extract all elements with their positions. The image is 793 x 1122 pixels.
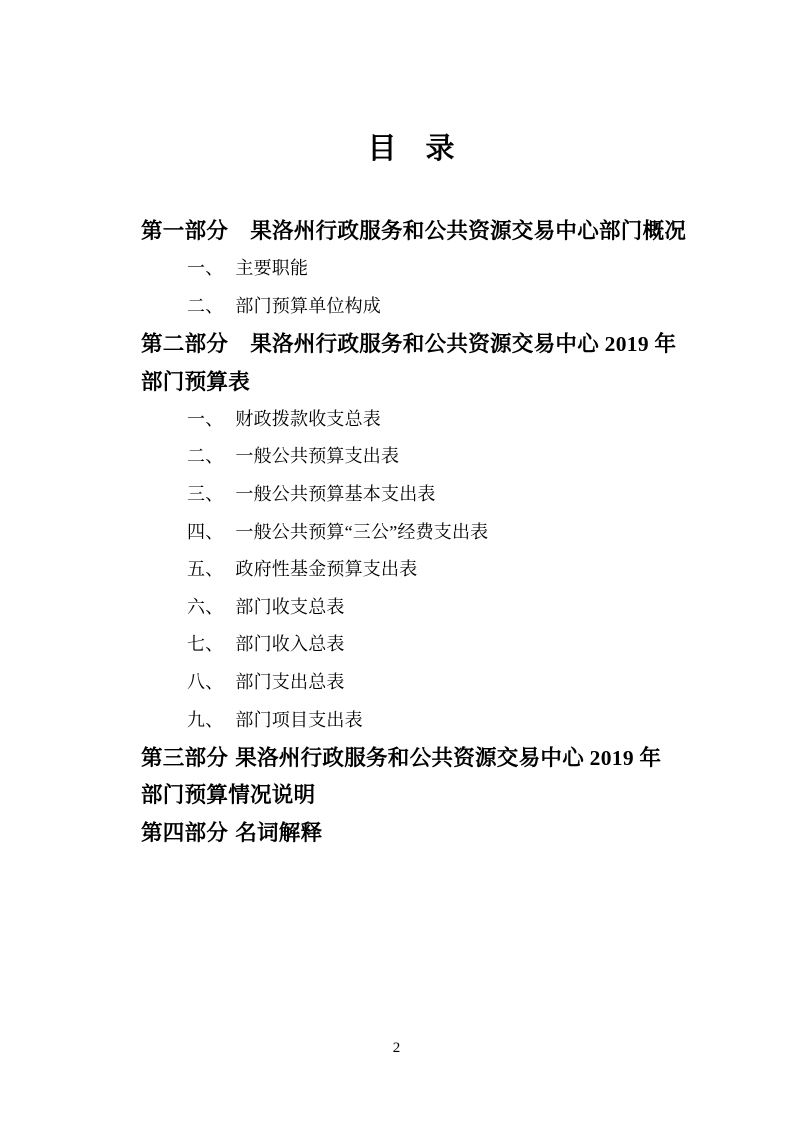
toc-line-text: 果洛州行政服务和公共资源交易中心 2019 年 (250, 332, 677, 357)
toc-item-number: 五、 (187, 559, 224, 580)
toc-line-text: 一般公共预算支出表 (235, 446, 400, 467)
toc-item-line (141, 474, 741, 512)
toc-item-line (141, 587, 741, 625)
toc-item-line (141, 286, 741, 324)
toc-item-line (141, 549, 741, 587)
toc-item-line (141, 512, 741, 550)
toc-item-line (141, 399, 741, 437)
toc-section-line (141, 324, 741, 362)
toc-item-number: 四、 (187, 521, 224, 542)
toc-line-text: 部门项目支出表 (235, 709, 363, 730)
toc-item-line (141, 249, 741, 287)
toc-line-text: 一般公共预算基本支出表 (235, 483, 436, 504)
toc-item-number: 九、 (187, 709, 224, 730)
toc-section-number: 第一部分 (141, 219, 229, 244)
toc-item-number: 一、 (187, 408, 224, 429)
page-number: 2 (392, 1040, 401, 1056)
toc-section-continuation-line (141, 361, 741, 399)
toc-section-continuation-line (141, 775, 741, 813)
toc-section-line (141, 737, 741, 775)
toc-item-line (141, 662, 741, 700)
toc-section-line (141, 813, 741, 851)
toc-section-number: 第四部分 (141, 820, 229, 845)
toc-section-line (141, 211, 741, 249)
toc-item-line (141, 437, 741, 475)
toc-item-number: 八、 (187, 671, 224, 692)
toc-line-text: 部门收入总表 (235, 634, 345, 655)
toc-title: 目 录 (367, 133, 455, 165)
toc-item-number: 一、 (187, 258, 224, 279)
toc-line-text: 果洛州行政服务和公共资源交易中心部门概况 (250, 219, 687, 244)
toc-item-number: 二、 (187, 295, 224, 316)
toc-line-text: 部门支出总表 (235, 671, 345, 692)
toc-line-text: 主要职能 (235, 258, 309, 279)
toc-line-text: 名词解释 (235, 820, 323, 845)
toc-section-number: 第三部分 (141, 745, 229, 770)
toc-line-text: 部门预算表 (141, 369, 251, 394)
toc-line-text: 部门预算情况说明 (141, 783, 316, 808)
toc-item-number: 二、 (187, 446, 224, 467)
toc-list (141, 211, 741, 850)
toc-line-text: 一般公共预算“三公”经费支出表 (235, 521, 489, 542)
toc-line-text: 财政拨款收支总表 (235, 408, 382, 429)
toc-line-text: 果洛州行政服务和公共资源交易中心 2019 年 (235, 745, 662, 770)
toc-line-text: 部门预算单位构成 (235, 295, 382, 316)
toc-line-text: 部门收支总表 (235, 596, 345, 617)
toc-item-number: 三、 (187, 483, 224, 504)
toc-item-number: 六、 (187, 596, 224, 617)
toc-item-line (141, 625, 741, 663)
toc-line-text: 政府性基金预算支出表 (235, 559, 418, 580)
toc-section-number: 第二部分 (141, 332, 229, 357)
toc-item-line (141, 700, 741, 738)
toc-item-number: 七、 (187, 634, 224, 655)
